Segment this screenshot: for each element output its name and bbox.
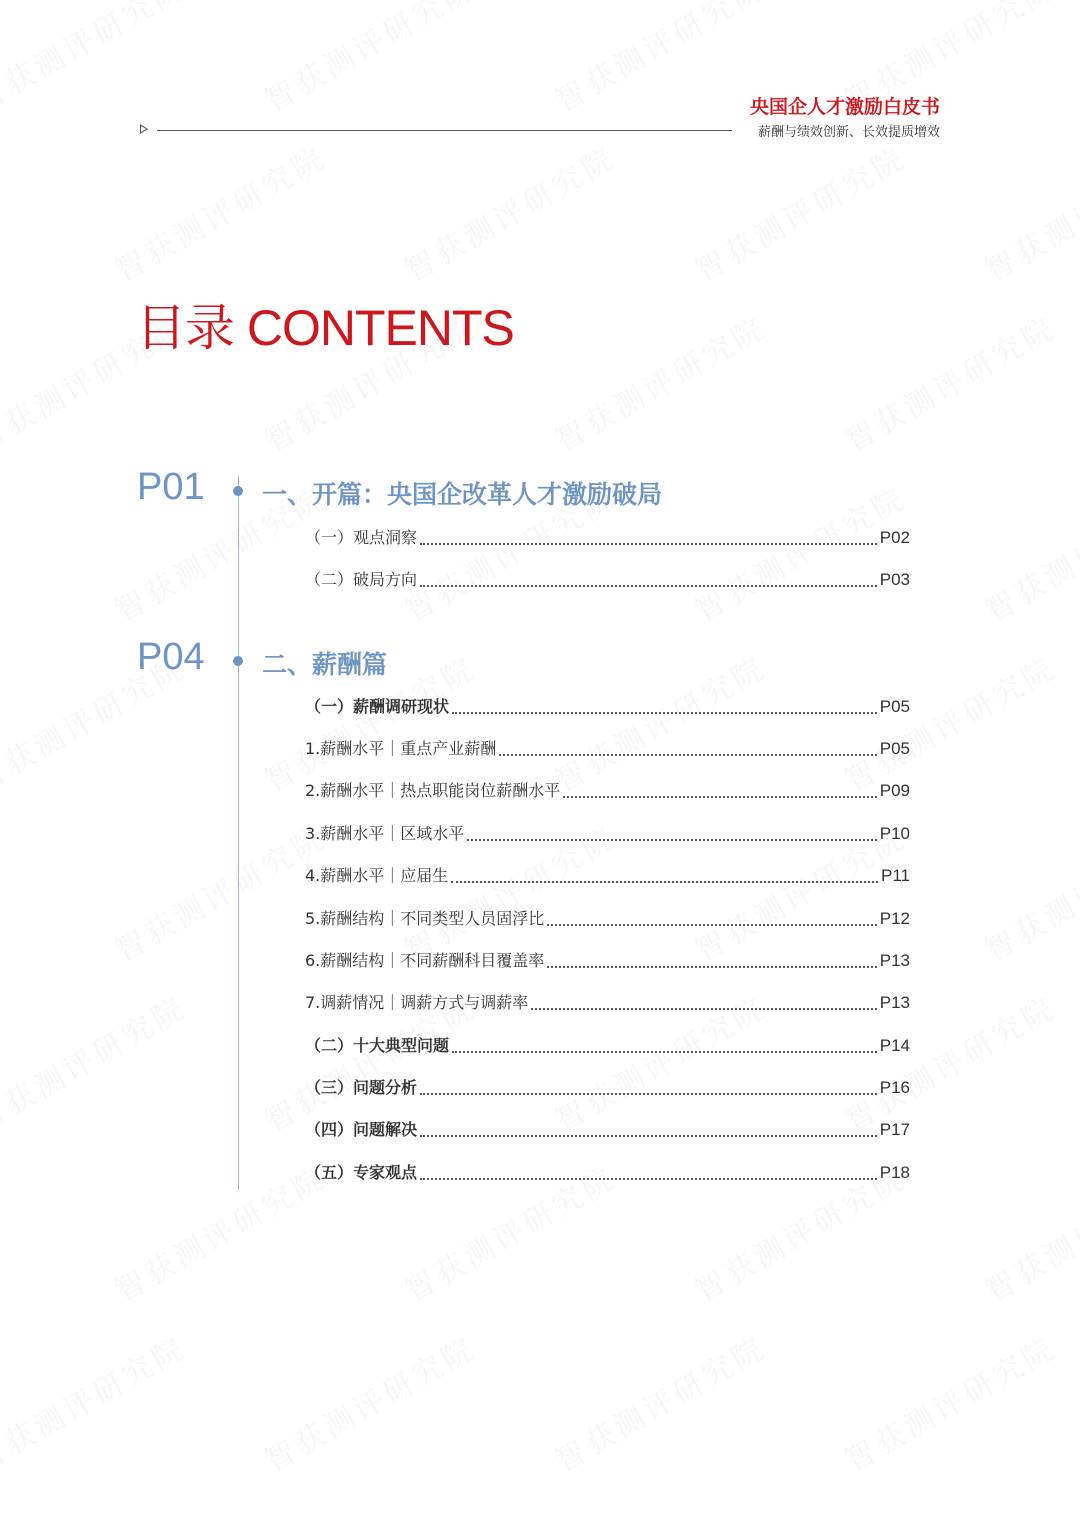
watermark-text	[0, 0, 193, 121]
toc-item-page: P13	[879, 993, 910, 1012]
watermark-text	[835, 1323, 1063, 1480]
watermark-text	[685, 473, 913, 630]
section-1-title[interactable]: 一、开篇：央国企改革人才激励破局	[262, 480, 663, 509]
toc-leader-dots	[531, 1007, 876, 1010]
header-title: 央国企人才激励白皮书	[749, 96, 940, 118]
toc-item-label: （四）问题解决	[305, 1120, 418, 1139]
header-divider	[157, 130, 732, 131]
header-subtitle: 薪酬与绩效创新、长效提质增效	[757, 125, 940, 140]
toc-item[interactable]	[305, 736, 910, 760]
toc-item-page: P12	[879, 909, 910, 928]
toc-item-label: 7.调薪情况｜调薪方式与调薪率	[305, 993, 529, 1012]
toc-leader-dots	[499, 753, 876, 756]
toc-item[interactable]	[305, 1033, 910, 1057]
toc-item[interactable]	[305, 778, 910, 802]
section-1-dot-icon	[233, 486, 243, 496]
watermark-text	[545, 303, 773, 460]
watermark-text	[975, 473, 1080, 630]
watermark-text	[545, 0, 773, 121]
watermark-text	[255, 0, 483, 121]
toc-item[interactable]	[305, 1117, 910, 1141]
toc-item[interactable]	[305, 821, 910, 845]
watermark-text	[105, 1153, 333, 1310]
section-2-dot-icon	[233, 656, 243, 666]
toc-item[interactable]	[305, 1075, 910, 1099]
watermark-text	[105, 133, 333, 290]
toc-leader-dots	[467, 838, 876, 841]
toc-leader-dots	[420, 1092, 877, 1095]
section-2-page: P04	[137, 636, 205, 678]
watermark-text	[255, 1323, 483, 1480]
toc-item-page: P05	[879, 739, 910, 758]
toc-item-label: 5.薪酬结构｜不同类型人员固浮比	[305, 909, 545, 928]
toc-item-label: 1.薪酬水平｜重点产业薪酬	[305, 739, 497, 758]
toc-leader-dots	[547, 923, 876, 926]
toc-item[interactable]	[305, 990, 910, 1014]
toc-item-label: 4.薪酬水平｜应届生	[305, 866, 449, 885]
toc-item-page: P05	[879, 697, 910, 716]
toc-leader-dots	[451, 880, 878, 883]
toc-item[interactable]	[305, 525, 910, 549]
section-2-title[interactable]: 二、薪酬篇	[262, 650, 388, 679]
toc-item-label: （五）专家观点	[305, 1163, 418, 1182]
toc-leader-dots	[452, 711, 877, 714]
contents-title: 目录 CONTENTS	[136, 300, 514, 356]
toc-timeline	[238, 476, 239, 1190]
toc-leader-dots	[420, 1134, 877, 1137]
watermark-text	[685, 133, 913, 290]
toc-item-label: （一）薪酬调研现状	[305, 697, 450, 716]
toc-leader-dots	[563, 795, 876, 798]
watermark-text	[975, 133, 1080, 290]
toc-item-page: P14	[879, 1036, 910, 1055]
watermark-text	[0, 1323, 193, 1480]
watermark-text	[545, 1323, 773, 1480]
toc-item-label: 3.薪酬水平｜区域水平	[305, 824, 465, 843]
toc-item-page: P09	[879, 781, 910, 800]
toc-leader-dots	[420, 542, 877, 545]
toc-item-page: P13	[879, 951, 910, 970]
toc-item[interactable]	[305, 1160, 910, 1184]
toc-item[interactable]	[305, 906, 910, 930]
watermark-text	[975, 813, 1080, 970]
toc-item[interactable]	[305, 567, 910, 591]
toc-item-label: 2.薪酬水平｜热点职能岗位薪酬水平	[305, 781, 561, 800]
header-arrow-icon	[140, 124, 148, 134]
toc-item-label: （二）十大典型问题	[305, 1036, 450, 1055]
toc-leader-dots	[420, 584, 877, 587]
toc-item[interactable]	[305, 863, 910, 887]
toc-item-label: 6.薪酬结构｜不同薪酬科目覆盖率	[305, 951, 545, 970]
toc-item-page: P10	[879, 824, 910, 843]
toc-item[interactable]	[305, 694, 910, 718]
watermark-text	[835, 643, 1063, 800]
section-1-page: P01	[137, 466, 205, 508]
toc-leader-dots	[420, 1177, 877, 1180]
watermark-text	[395, 133, 623, 290]
toc-item[interactable]	[305, 948, 910, 972]
toc-leader-dots	[547, 965, 876, 968]
toc-item-page: P11	[881, 866, 910, 885]
toc-leader-dots	[452, 1050, 877, 1053]
watermark-text	[835, 303, 1063, 460]
toc-item-page: P16	[879, 1078, 910, 1097]
toc-item-label: （三）问题分析	[305, 1078, 418, 1097]
watermark-text	[105, 813, 333, 970]
toc-item-page: P18	[879, 1163, 910, 1182]
toc-item-page: P17	[879, 1120, 910, 1139]
toc-item-label: （二）破局方向	[305, 570, 418, 589]
watermark-text	[545, 643, 773, 800]
toc-item-page: P03	[879, 570, 910, 589]
toc-item-label: （一）观点洞察	[305, 528, 418, 547]
watermark-text	[975, 1153, 1080, 1310]
watermark-text	[0, 983, 193, 1140]
toc-item-page: P02	[879, 528, 910, 547]
